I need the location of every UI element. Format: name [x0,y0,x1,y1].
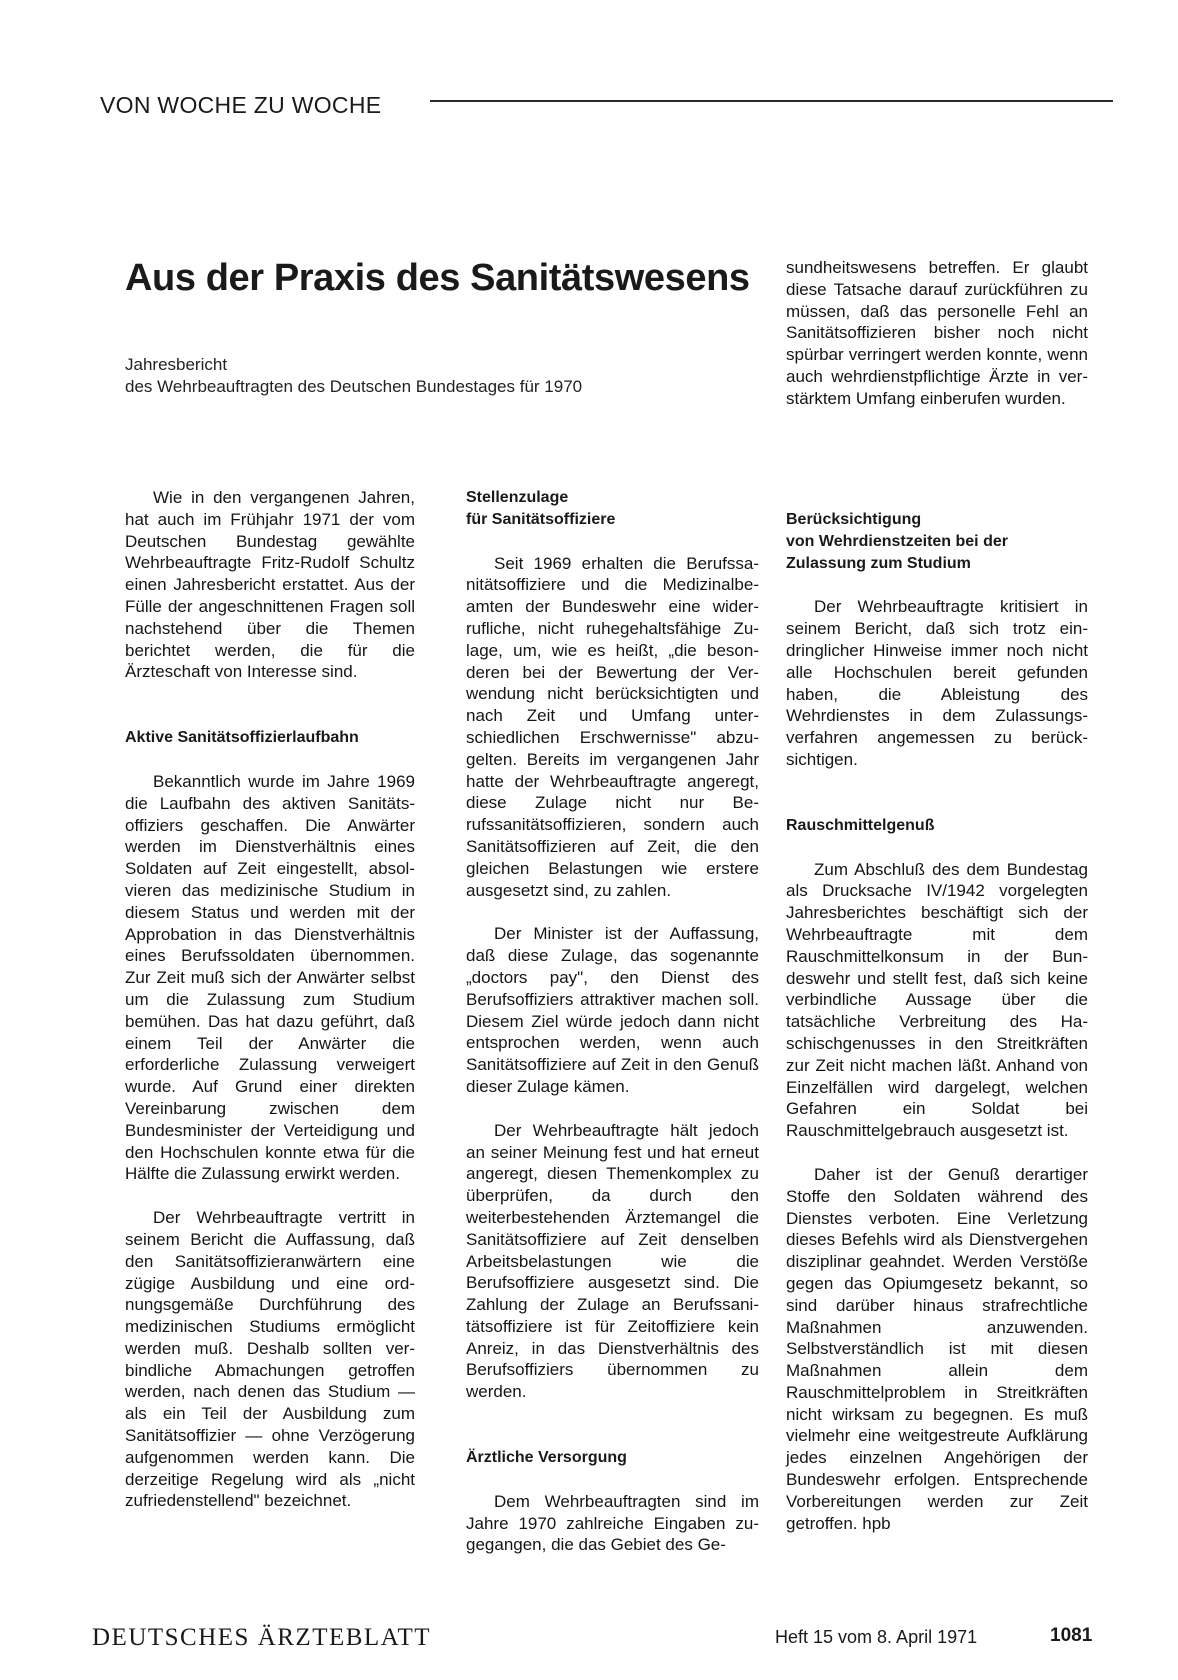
column-3-intro [786,257,1088,410]
subheading-line: Stellenzulage [466,489,569,506]
subheading-line: für Sanitätsoffiziere [466,510,616,528]
subtitle-line-1: Jahresbericht [125,355,228,374]
section-rule [430,100,1113,102]
paragraph: Der Wehrbeauftragte vertritt in seinem Bericht die Auffassung, daß den Sanitätsoffizieranwärtern eine zügige Ausbildung und eine ordnungsgemäße Durchführung des medizinischen Studiums ermöglicht werden muß. Deshalb sollten verbindliche Abmachungen getroffen werden, nach denen das Studium — als ein Teil der Ausbildung zum Sanitätsoffizier — ohne Verzögerung aufgenommen werden kann. Die derzeitige Regelung wird als „nicht zufriedenstellend" bezeichnet. [125,1208,415,1511]
paragraph: Der Minister ist der Auffassung, daß diese Zulage, das sogenannte „doctors pay", den Dienst des Berufsoffiziers attraktiver machen soll. Diesem Ziel würde jedoch dann nicht entsprochen werden, wenn auch Sanitätsoffiziere auf Zeit in den Genuß dieser Zulage kämen. [466,924,759,1096]
subtitle-line-2: des Wehrbeauftragten des Deutschen Bundestages für 1970 [125,377,583,396]
subheading-beruecksichtigung [786,509,1088,574]
subheading-aerztliche-versorgung: Ärztliche Versorgung [466,1449,627,1467]
subheading-line: Berücksichtigung [786,511,922,528]
subheading-line: von Wehrdienstzeiten bei der [786,532,1008,550]
paragraph: Der Wehrbeauftragte hält jedoch an seiner Meinung fest und hat erneut angeregt, diesen Themenkomplex zu überprüfen, da durch den weiterbestehenden Ärztemangel die Sanitätsoffiziere auf Zeit denselben Arbeitsbelastungen wie die Berufsoffiziere ausgesetzt sind. Die Zahlung der Zulage an Berufssanitätsoffiziere ist für Zeitoffiziere kein Anreiz, in das Dienstverhältnis des Berufsoffiziers übernommen zu werden. [466,1120,759,1402]
subheading-rauschmittelgenuss: Rauschmittelgenuß [786,816,935,834]
subheading-stellenzulage [466,487,759,531]
section-label: VON WOCHE ZU WOCHE [100,92,382,118]
issue-info: Heft 15 vom 8. April 1971 [775,1627,978,1647]
magazine-name: DEUTSCHES ÄRZTEBLATT [92,1624,432,1651]
paragraph: Daher ist der Genuß derartiger Stoffe den Soldaten während des Dienstes verboten. Eine Verletzung dieses Befehls wird als Dienstvergehen disziplinar geahndet. Werden Verstöße gegen das Opiumgesetz bekannt, so sind darüber hinaus strafrechtliche Maßnahmen anzuwenden. Selbstverständlich ist mit diesen Maßnahmen allein dem Rauschmittelproblem in Streitkräften nicht wirksam zu begegnen. Es muß vielmehr eine weitgestreute Aufklärung jedes einzelnen Angehörigen der Bundeswehr erfolgen. Entsprechende Vorbereitungen werden zur Zeit getroffen. hpb [786,1164,1088,1533]
paragraph: Zum Abschluß des dem Bundestag als Drucksache IV/1942 vorgelegten Jahresberichtes beschäftigt sich der Wehrbeauftragte mit dem Rauschmittelkonsum in der Bundeswehr und stellt fest, daß sich keine verbindliche Aussage über die tatsächliche Verbreitung des Haschischgenusses in den Streitkräften zur Zeit nicht machen läßt. Anhand von Einzelfällen wird dargelegt, welchen Gefahren ein Soldat bei Rauschmittelgebrauch ausgesetzt ist. [786,859,1088,1141]
paragraph: Bekanntlich wurde im Jahre 1969 die Laufbahn des aktiven Sanitätsoffiziers geschaffen. Die Anwärter werden im Dienstverhältnis eines Soldaten auf Zeit eingestellt, absolvieren das medizinische Studium in diesem Status und werden mit der Approbation in das Dienstverhältnis eines Berufssoldaten übernommen. Zur Zeit muß sich der Anwärter selbst um die Zulassung zum Studium bemühen. Das hat dazu geführt, daß einem Teil der Anwärter die erforderliche Zulassung verweigert wurde. Auf Grund einer direkten Vereinbarung zwischen dem Bundesminister der Verteidigung und den Hochschulen konnte etwa für die Hälfte die Zulassung erwirkt werden. [125,771,415,1184]
column-2 [466,487,759,1556]
subheading-line: Zulassung zum Studium [786,554,971,572]
article-subtitle [125,354,582,398]
subheading-aktive-sanitaetsoffizierlaufbahn: Aktive Sanitätsoffizierlaufbahn [125,729,359,747]
column-3-intro-paragraph: sundheitswesens betreffen. Er glaubt diese Tatsache darauf zurückführen zu müssen, daß das personelle Fehl an Sanitätsoffizieren bisher noch nicht spürbar verringert werden konnte, wenn auch wehrdienstpflichtige Ärzte in verstärktem Umfang einberufen wurden. [786,258,1088,408]
paragraph: Seit 1969 erhalten die Berufssanitätsoffiziere und die Medizinalbeamten der Bundeswehr eine widerrufliche, nicht ruhegehaltsfähige Zulage, um, wie es heißt, „die besonderen bei der Bewertung der Verwendung nicht berücksichtigten und nach Zeit und Umfang unterschiedlichen Erschwernisse" abzugelten. Bereits im vergangenen Jahr hatte der Wehrbeauftragte angeregt, diese Zulage nicht nur Berufssanitätsoffizieren, sondern auch Sanitätsoffizieren auf Zeit, die den gleichen Belastungen wie erstere ausgesetzt sind, zu zahlen. [466,553,759,900]
paragraph: Wie in den vergangenen Jahren, hat auch im Frühjahr 1971 der vom Deutschen Bundestag gewählte Wehrbeauftragte Fritz-Rudolf Schultz einen Jahresbericht erstattet. Aus der Fülle der angeschnittenen Fragen soll nachstehend über die Themen berichtet werden, die für die Ärzteschaft von Interesse sind. [125,488,415,682]
paragraph: Der Wehrbeauftragte kritisiert in seinem Bericht, daß sich trotz eindringlicher Hinweise immer noch nicht alle Hochschulen bereit gefunden haben, die Ableistung des Wehrdienstes in dem Zulassungsverfahren angemessen zu berücksichtigen. [786,597,1088,769]
page-number: 1081 [1050,1625,1093,1646]
column-3 [786,509,1088,1534]
paragraph: Dem Wehrbeauftragten sind im Jahre 1970 zahlreiche Eingaben zugegangen, die das Gebiet des Ge- [466,1491,759,1555]
article-title: Aus der Praxis des Sanitätswesens [125,257,750,299]
column-1 [125,487,415,1512]
